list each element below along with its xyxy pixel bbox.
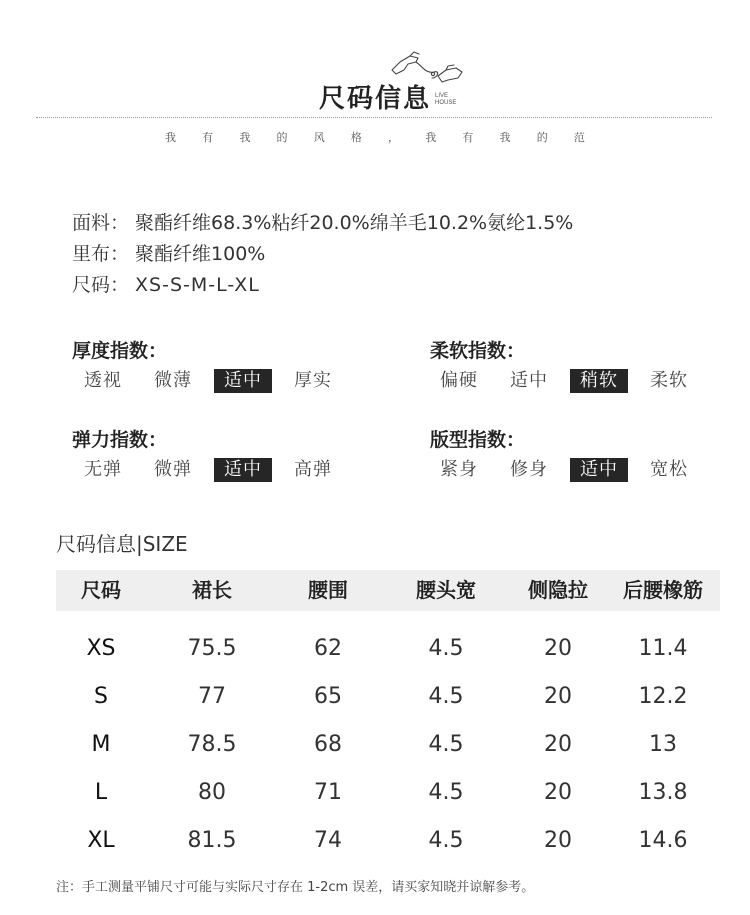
index-option-selected: 适中	[570, 458, 628, 482]
material-sizes	[72, 270, 260, 297]
slogan-char: 我	[425, 131, 437, 144]
index-title: 厚度指数：	[72, 340, 168, 362]
table-cell: 20	[544, 828, 572, 853]
index-options	[74, 369, 354, 393]
material-value: 聚酯纤维100%	[135, 243, 266, 265]
table-cell: 12.2	[638, 684, 688, 709]
index-option: 宽松	[650, 459, 688, 480]
index-option-selected: 适中	[214, 369, 272, 393]
table-row	[56, 817, 720, 865]
material-fabric	[72, 208, 573, 235]
material-value: XS-S-M-L-XL	[135, 274, 260, 296]
slogan-char: 有	[202, 131, 214, 144]
material-label: 面料：	[72, 212, 130, 234]
table-cell: 77	[198, 684, 226, 709]
elasticity-index	[72, 425, 354, 482]
table-cell: XL	[87, 828, 115, 853]
index-title: 柔软指数：	[430, 340, 526, 362]
logo-text-line: HOUSE	[435, 100, 457, 106]
table-cell: 68	[314, 732, 342, 757]
column-header: 裙长	[192, 578, 232, 602]
material-lining	[72, 239, 265, 266]
table-cell: S	[94, 684, 108, 709]
table-cell: 20	[544, 684, 572, 709]
table-row	[56, 769, 720, 817]
table-cell: 4.5	[428, 780, 464, 805]
slogan-char: 风	[313, 131, 325, 144]
table-cell: 20	[544, 732, 572, 757]
index-title: 弹力指数：	[72, 429, 168, 451]
table-cell: 75.5	[187, 636, 237, 661]
slogan-char: 格	[350, 131, 362, 144]
slogan-char: 我	[165, 131, 176, 144]
table-row	[56, 625, 720, 673]
index-option: 紧身	[440, 459, 478, 480]
thickness-index	[72, 336, 354, 393]
table-cell: L	[94, 780, 108, 805]
size-table-header	[56, 570, 720, 611]
slogan-char: 的	[276, 131, 288, 144]
index-option: 柔软	[650, 370, 688, 391]
slogan-char: 有	[462, 131, 474, 144]
index-option-selected: 适中	[214, 458, 272, 482]
size-table-heading: 尺码信息|SIZE	[56, 532, 188, 556]
index-option: 无弹	[84, 459, 122, 480]
slogan-char: 我	[499, 131, 511, 144]
table-row	[56, 673, 720, 721]
table-cell: 4.5	[428, 828, 464, 853]
table-cell: 80	[198, 780, 226, 805]
index-option: 透视	[84, 370, 122, 391]
index-option: 微薄	[154, 370, 192, 391]
index-options	[74, 458, 354, 482]
page-title: 尺码信息	[318, 84, 431, 114]
table-cell: 14.6	[638, 828, 688, 853]
material-label: 里布：	[72, 243, 130, 265]
table-cell: 71	[314, 780, 342, 805]
slogan-char: 的	[536, 131, 548, 144]
softness-index	[430, 336, 710, 393]
index-options	[430, 458, 710, 482]
fit-index	[430, 425, 710, 482]
table-cell: 4.5	[428, 684, 464, 709]
table-row	[56, 721, 720, 769]
column-header: 侧隐拉	[528, 578, 588, 602]
column-header: 腰围	[308, 578, 348, 602]
table-cell: 74	[314, 828, 342, 853]
column-header: 后腰橡筋	[623, 578, 703, 602]
hands-logo-icon	[386, 48, 466, 88]
table-cell: 20	[544, 780, 572, 805]
index-option: 高弹	[294, 459, 332, 480]
slogan	[165, 129, 585, 145]
material-label: 尺码：	[72, 274, 130, 296]
footnote: 注：手工测量平铺尺寸可能与实际尺寸存在 1-2cm 误差，请买家知晓并谅解参考。	[56, 880, 535, 895]
index-option: 适中	[510, 370, 548, 391]
slogan-char: 范	[573, 131, 585, 144]
table-cell: 62	[314, 636, 342, 661]
header-divider	[36, 117, 712, 118]
table-cell: M	[91, 732, 111, 757]
table-cell: 78.5	[187, 732, 237, 757]
index-option: 偏硬	[440, 370, 478, 391]
table-cell: 20	[544, 636, 572, 661]
index-title: 版型指数：	[430, 429, 526, 451]
table-cell: XS	[86, 636, 116, 661]
index-option-selected: 稍软	[570, 369, 628, 393]
index-option: 修身	[510, 459, 548, 480]
logo-text-line: LIVE	[435, 93, 449, 99]
column-header: 腰头宽	[416, 578, 476, 602]
table-cell: 11.4	[638, 636, 688, 661]
index-option: 厚实	[294, 370, 332, 391]
table-cell: 13	[649, 732, 677, 757]
table-cell: 4.5	[428, 636, 464, 661]
material-value: 聚酯纤维68.3%粘纤20.0%绵羊毛10.2%氨纶1.5%	[135, 212, 574, 234]
table-cell: 4.5	[428, 732, 464, 757]
index-options	[430, 369, 710, 393]
table-cell: 13.8	[638, 780, 688, 805]
logo-text	[435, 93, 456, 107]
table-cell: 81.5	[187, 828, 237, 853]
column-header: 尺码	[81, 578, 121, 602]
slogan-char: ，	[388, 131, 400, 144]
slogan-char: 我	[239, 131, 251, 144]
table-cell: 65	[314, 684, 342, 709]
index-option: 微弹	[154, 459, 192, 480]
